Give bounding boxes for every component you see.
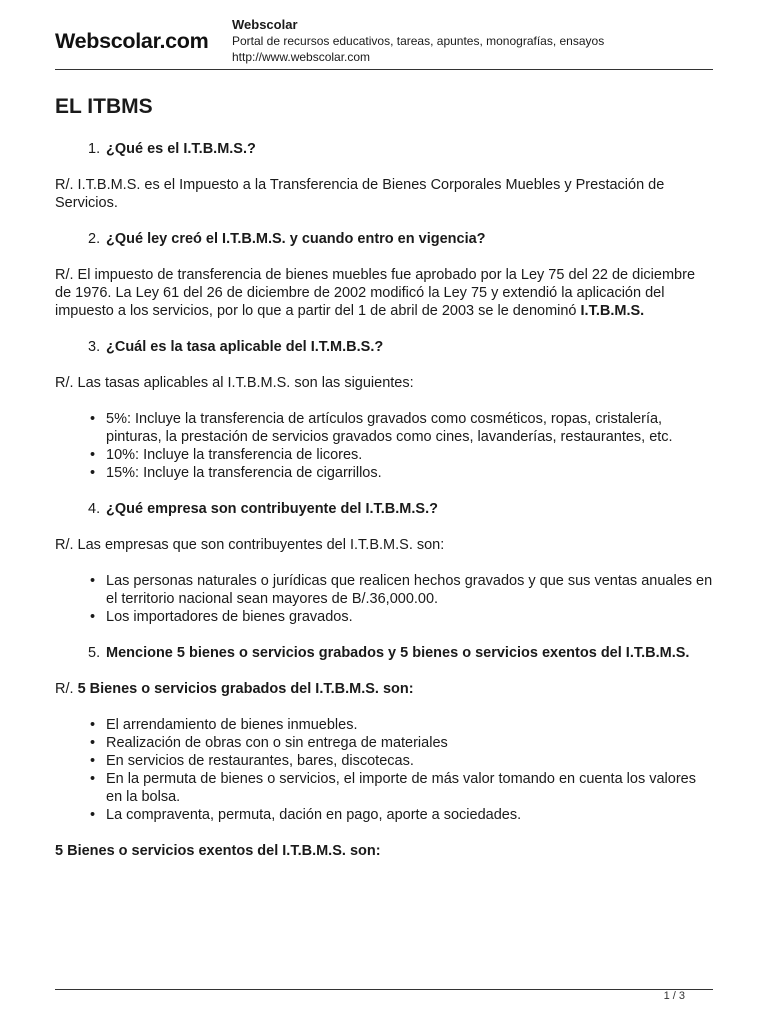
footer-divider bbox=[55, 989, 713, 990]
list-item bbox=[55, 752, 713, 770]
question-text: Mencione 5 bienes o servicios grabados y 5 bienes o servicios exentos del I.T.B.M.S. bbox=[106, 645, 690, 661]
answer-3: R/. Las tasas aplicables al I.T.B.M.S. son las siguientes: bbox=[55, 375, 414, 391]
answer-prefix: R/. bbox=[55, 681, 78, 697]
contribuyentes-list bbox=[55, 572, 713, 626]
list-item-text: 15%: Incluye la transferencia de cigarrillos. bbox=[106, 465, 382, 481]
list-item bbox=[55, 572, 713, 608]
list-item bbox=[55, 410, 713, 446]
question-number: 3. bbox=[88, 339, 101, 355]
document-body bbox=[55, 94, 713, 878]
list-item bbox=[55, 806, 713, 824]
site-url[interactable]: http://www.webscolar.com bbox=[232, 50, 371, 64]
page-number: 1 / 3 bbox=[663, 990, 685, 1002]
bullet-icon: • bbox=[90, 573, 96, 589]
question-5 bbox=[55, 644, 713, 662]
list-item bbox=[55, 734, 713, 752]
list-item-text: En la permuta de bienes o servicios, el importe de más valor tomando en cuenta los valores en la bolsa. bbox=[106, 771, 696, 805]
answer-1: R/. I.T.B.M.S. es el Impuesto a la Transferencia de Bienes Corporales Muebles y Prestación de Servicios. bbox=[55, 177, 665, 211]
list-item bbox=[55, 716, 713, 734]
bullet-icon: • bbox=[90, 465, 96, 481]
bullet-icon: • bbox=[90, 807, 96, 823]
question-number: 2. bbox=[88, 231, 101, 247]
question-text: ¿Qué es el I.T.B.M.S.? bbox=[106, 141, 256, 157]
page-header bbox=[55, 15, 713, 69]
bullet-icon: • bbox=[90, 447, 96, 463]
exentos-heading bbox=[55, 842, 713, 860]
list-item bbox=[55, 446, 713, 464]
site-info bbox=[232, 17, 604, 65]
answer-text: R/. El impuesto de transferencia de bienes muebles fue aprobado por la Ley 75 del 22 de diciembre de 1976. La Ley 61 del 26 de diciembre de 2002 modificó la Ley 75 y extendió la aplicación del impuesto a los servicios, por lo que a partir del 1 de abril de 2003 se le denominó bbox=[55, 267, 696, 319]
question-text: ¿Cuál es la tasa aplicable del I.T.M.B.S.? bbox=[106, 339, 384, 355]
list-item bbox=[55, 464, 713, 482]
list-item-text: En servicios de restaurantes, bares, discotecas. bbox=[106, 753, 414, 769]
answer-2 bbox=[55, 266, 713, 320]
question-number: 1. bbox=[88, 141, 101, 157]
list-item bbox=[55, 770, 713, 806]
bullet-icon: • bbox=[90, 753, 96, 769]
answer-bold-term: I.T.B.M.S. bbox=[580, 303, 645, 319]
list-item-text: Realización de obras con o sin entrega de materiales bbox=[106, 735, 448, 751]
bullet-icon: • bbox=[90, 771, 96, 787]
answer-5 bbox=[55, 680, 713, 698]
list-item-text: 5%: Incluye la transferencia de artículos gravados como cosméticos, ropas, cristalería, pinturas, la prestación de servicios gravados como cines, lavanderías, restaurantes, etc. bbox=[106, 411, 673, 445]
list-item-text: Los importadores de bienes gravados. bbox=[106, 609, 353, 625]
question-4 bbox=[55, 500, 713, 518]
bullet-icon: • bbox=[90, 735, 96, 751]
bullet-icon: • bbox=[90, 411, 96, 427]
site-tagline: Portal de recursos educativos, tareas, apuntes, monografías, ensayos bbox=[232, 34, 605, 48]
rates-list bbox=[55, 410, 713, 482]
question-number: 5. bbox=[88, 645, 101, 661]
list-item-text: 10%: Incluye la transferencia de licores. bbox=[106, 447, 363, 463]
bullet-icon: • bbox=[90, 717, 96, 733]
exentos-heading-text: 5 Bienes o servicios exentos del I.T.B.M.S. son: bbox=[55, 843, 381, 859]
document-title: EL ITBMS bbox=[55, 95, 153, 118]
webscolar-logo[interactable]: Webscolar.com bbox=[55, 29, 209, 53]
question-1 bbox=[55, 140, 713, 158]
list-item bbox=[55, 608, 713, 626]
question-2 bbox=[55, 230, 713, 248]
question-3 bbox=[55, 338, 713, 356]
question-number: 4. bbox=[88, 501, 101, 517]
list-item-text: Las personas naturales o jurídicas que realicen hechos gravados y que sus ventas anuales en el territorio nacional sean mayores de B/.36,000.00. bbox=[106, 573, 713, 607]
answer-bold-heading: 5 Bienes o servicios grabados del I.T.B.M.S. son: bbox=[77, 681, 414, 697]
question-text: ¿Qué ley creó el I.T.B.M.S. y cuando entro en vigencia? bbox=[106, 231, 486, 247]
answer-4: R/. Las empresas que son contribuyentes del I.T.B.M.S. son: bbox=[55, 537, 445, 553]
site-name: Webscolar bbox=[232, 17, 298, 32]
question-text: ¿Qué empresa son contribuyente del I.T.B.M.S.? bbox=[106, 501, 438, 517]
gravados-list bbox=[55, 716, 713, 824]
bullet-icon: • bbox=[90, 609, 96, 625]
header-divider bbox=[55, 69, 713, 70]
list-item-text: La compraventa, permuta, dación en pago, aporte a sociedades. bbox=[106, 807, 522, 823]
list-item-text: El arrendamiento de bienes inmuebles. bbox=[106, 717, 358, 733]
